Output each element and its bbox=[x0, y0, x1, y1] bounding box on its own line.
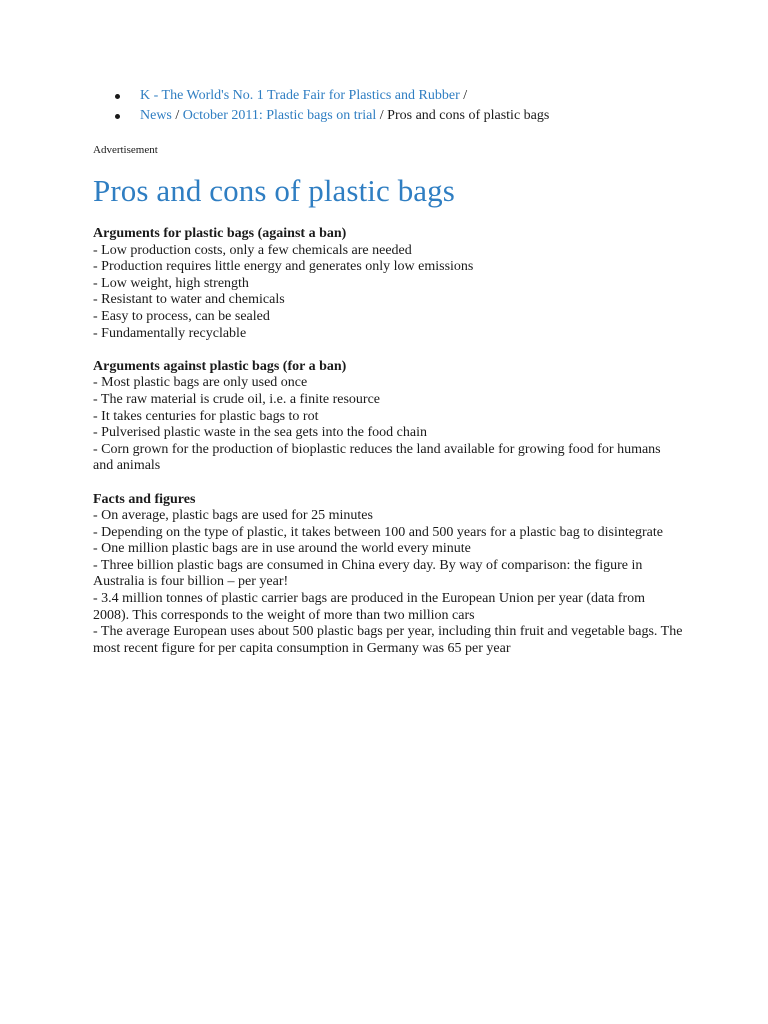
list-item: - Three billion plastic bags are consumed in China every day. By way of comparison: the figure in Australia is four billion – per year! bbox=[93, 557, 643, 590]
breadcrumb-link-news[interactable]: News bbox=[140, 108, 172, 123]
section-list bbox=[93, 375, 683, 475]
section-arguments-against bbox=[93, 359, 683, 475]
breadcrumb-current: Pros and cons of plastic bags bbox=[387, 108, 550, 123]
list-item: - Depending on the type of plastic, it takes between 100 and 500 years for a plastic bag to disintegrate bbox=[93, 524, 663, 540]
list-item: - Fundamentally recyclable bbox=[93, 325, 247, 341]
breadcrumb-item bbox=[115, 86, 705, 106]
list-item: - Production requires little energy and generates only low emissions bbox=[93, 259, 474, 275]
section-list bbox=[93, 243, 683, 343]
section-heading: Arguments for plastic bags (against a ban) bbox=[93, 226, 347, 241]
article-page bbox=[93, 86, 683, 657]
list-item: - 3.4 million tonnes of plastic carrier bags are produced in the European Union per year (data from 2008). This corresponds to the weight of more than two million cars bbox=[93, 591, 646, 623]
list-item: - One million plastic bags are in use around the world every minute bbox=[93, 541, 471, 557]
section-heading: Facts and figures bbox=[93, 491, 196, 507]
breadcrumb-separator: / bbox=[175, 108, 180, 123]
list-item: - Easy to process, can be sealed bbox=[93, 308, 270, 324]
list-item: - Pulverised plastic waste in the sea gets into the food chain bbox=[93, 425, 427, 441]
list-item: - Most plastic bags are only used once bbox=[93, 375, 308, 391]
list-item: - Low production costs, only a few chemicals are needed bbox=[93, 242, 412, 258]
breadcrumb-separator: / bbox=[379, 108, 384, 123]
breadcrumb-link-october-2011[interactable]: October 2011: Plastic bags on trial bbox=[182, 108, 377, 123]
section-arguments-for bbox=[93, 226, 683, 342]
list-item: - The raw material is crude oil, i.e. a finite resource bbox=[93, 391, 381, 407]
list-item: - Resistant to water and chemicals bbox=[93, 292, 285, 308]
list-item: - It takes centuries for plastic bags to rot bbox=[93, 408, 319, 424]
list-item: - The average European uses about 500 plastic bags per year, including thin fruit and vegetable bags. The most recent figure for per capita consumption in Germany was 65 per year bbox=[93, 624, 683, 656]
section-facts-and-figures bbox=[93, 492, 683, 658]
list-item: - Low weight, high strength bbox=[93, 275, 249, 291]
section-list bbox=[93, 508, 683, 657]
breadcrumb-item bbox=[115, 106, 705, 126]
breadcrumb bbox=[115, 86, 705, 126]
breadcrumb-link-k-fair[interactable]: K - The World's No. 1 Trade Fair for Plastics and Rubber bbox=[140, 88, 460, 103]
advertisement-label: Advertisement bbox=[93, 144, 158, 156]
section-heading: Arguments against plastic bags (for a ban) bbox=[93, 358, 347, 374]
breadcrumb-separator: / bbox=[463, 88, 468, 103]
list-item: - On average, plastic bags are used for 25 minutes bbox=[93, 508, 373, 524]
list-item: - Corn grown for the production of bioplastic reduces the land available for growing food for humans and animals bbox=[93, 441, 661, 474]
page-title: Pros and cons of plastic bags bbox=[93, 173, 455, 208]
